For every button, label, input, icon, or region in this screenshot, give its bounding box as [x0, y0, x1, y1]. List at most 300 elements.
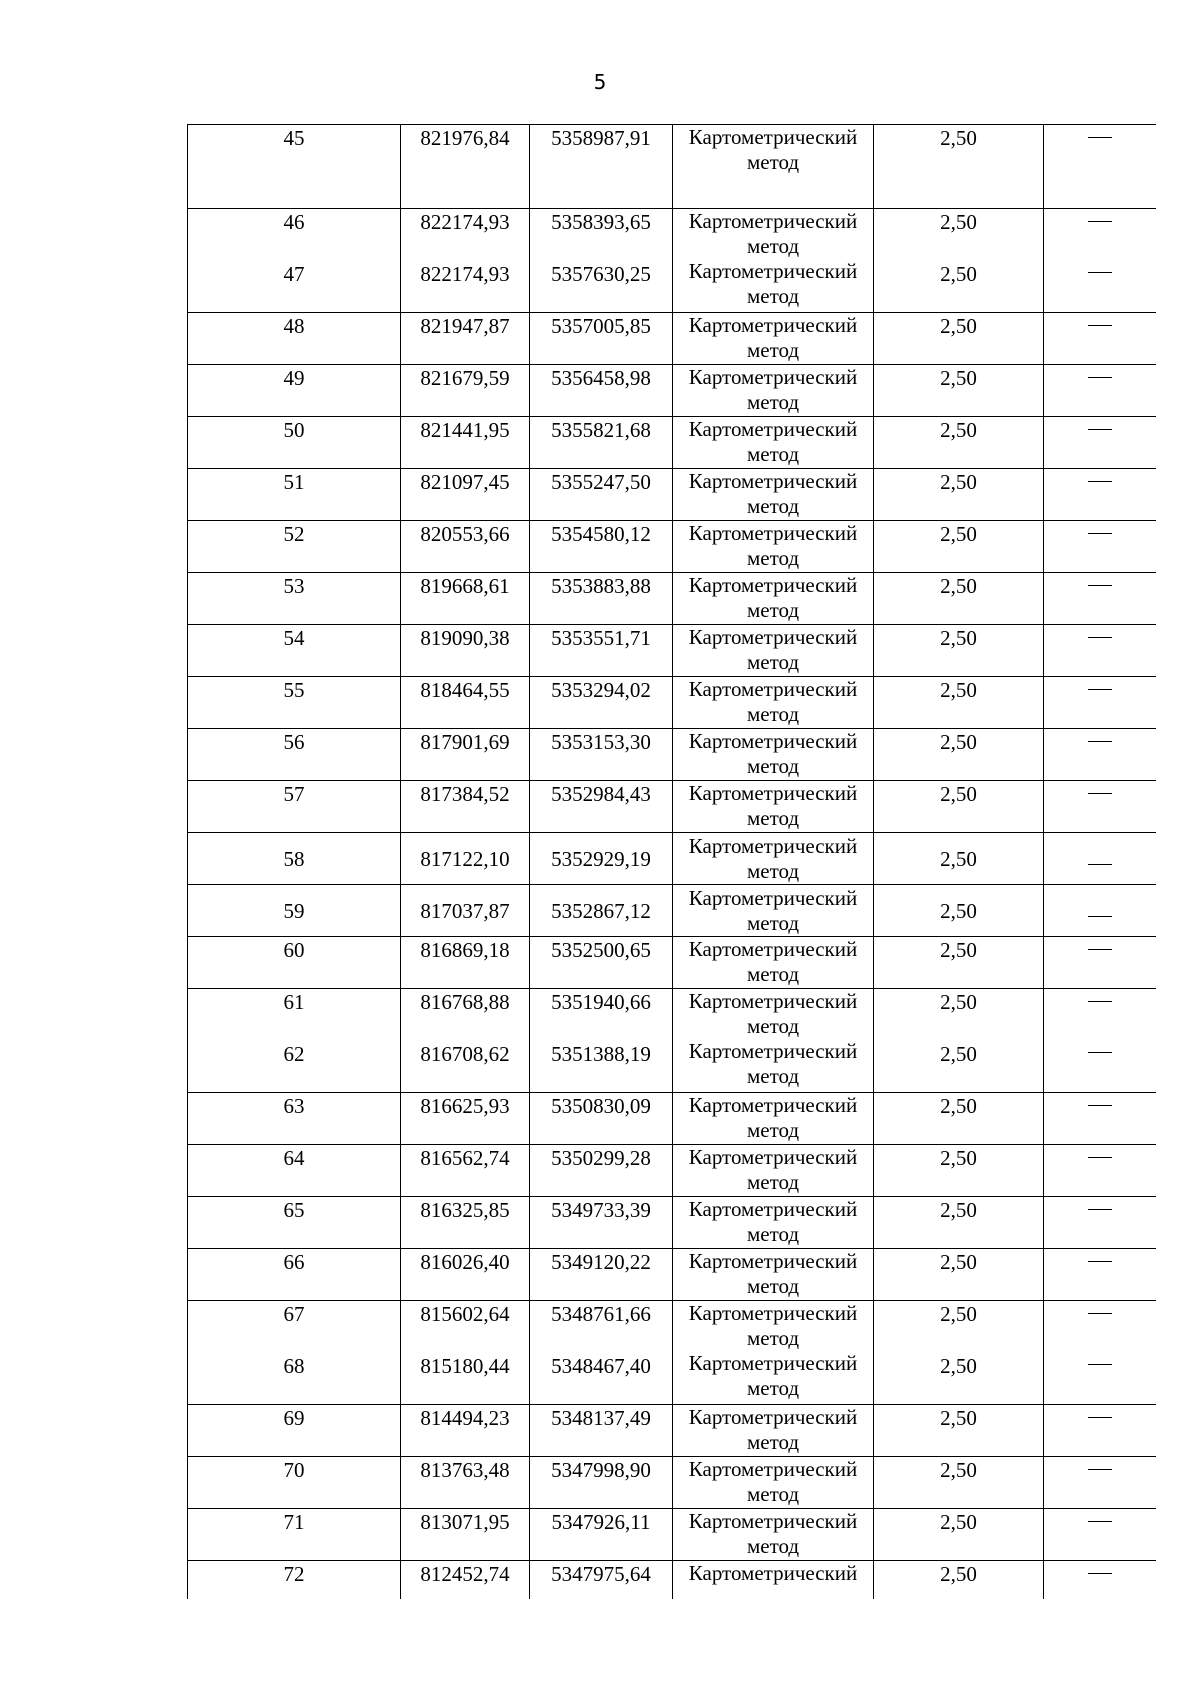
cell-point-number	[188, 677, 401, 729]
table-row	[188, 677, 1157, 729]
cell-coordinate-y	[530, 937, 673, 989]
method-line-2: метод	[746, 1064, 800, 1088]
method-line-2: метод	[746, 1430, 800, 1454]
cell-coordinate-x	[401, 521, 530, 573]
method-line-1: Картометрический	[688, 1405, 858, 1429]
table-row	[188, 833, 1157, 885]
dash-mark	[1088, 689, 1112, 690]
method-line-2: метод	[746, 494, 800, 518]
cell-dash	[1044, 469, 1157, 521]
cell-point-number	[188, 781, 401, 833]
accuracy-value: 2,50	[940, 262, 977, 286]
coordinates-table-container	[187, 124, 1156, 1599]
method-line-1: Картометрический	[688, 1249, 858, 1273]
point-number-value: 71	[283, 1510, 305, 1534]
coordinate-y-value: 5350830,09	[551, 1094, 651, 1118]
cell-coordinate-y	[530, 1249, 673, 1301]
cell-dash	[1044, 125, 1157, 209]
cell-point-number	[188, 573, 401, 625]
cell-dash	[1044, 1405, 1157, 1457]
cell-method	[673, 1249, 874, 1301]
dash-mark	[1088, 637, 1112, 638]
point-number-value: 47	[283, 262, 305, 286]
cell-accuracy	[874, 365, 1044, 417]
table-row	[188, 469, 1157, 521]
accuracy-value: 2,50	[940, 1562, 977, 1586]
accuracy-value: 2,50	[940, 314, 977, 338]
coordinate-y-value: 5352984,43	[551, 782, 651, 806]
cell-method	[673, 1405, 874, 1457]
cell-accuracy	[874, 833, 1044, 885]
dash-mark	[1088, 916, 1112, 917]
cell-coordinate-y	[530, 989, 673, 1093]
dash-mark	[1088, 377, 1112, 378]
point-number-value: 53	[283, 574, 305, 598]
table-row	[188, 521, 1157, 573]
cell-dash	[1044, 1197, 1157, 1249]
method-line-2: метод	[746, 546, 800, 570]
coordinate-x-value: 821097,45	[420, 470, 510, 494]
method-line-2: метод	[746, 284, 800, 308]
cell-method	[673, 885, 874, 937]
cell-dash	[1044, 1093, 1157, 1145]
cell-coordinate-x	[401, 125, 530, 209]
dash-mark	[1088, 741, 1112, 742]
cell-point-number	[188, 885, 401, 937]
cell-point-number	[188, 417, 401, 469]
cell-dash	[1044, 833, 1157, 885]
cell-method	[673, 833, 874, 885]
cell-accuracy	[874, 1301, 1044, 1405]
cell-point-number	[188, 469, 401, 521]
accuracy-value: 2,50	[940, 1250, 977, 1274]
cell-accuracy	[874, 677, 1044, 729]
method-line-1: Картометрический	[688, 1351, 858, 1375]
method-line-1: Картометрический	[688, 209, 858, 233]
cell-coordinate-x	[401, 1145, 530, 1197]
method-line-1: Картометрический	[688, 1145, 858, 1169]
method-line-1: Картометрический	[688, 1093, 858, 1117]
dash-mark	[1088, 1157, 1112, 1158]
cell-coordinate-y	[530, 729, 673, 781]
table-row	[188, 625, 1157, 677]
cell-accuracy	[874, 417, 1044, 469]
coordinate-x-value: 816768,88	[420, 990, 510, 1014]
method-line-1: Картометрический	[688, 937, 858, 961]
accuracy-value: 2,50	[940, 1198, 977, 1222]
method-line-2: метод	[746, 442, 800, 466]
accuracy-value: 2,50	[940, 1406, 977, 1430]
coordinate-x-value: 816869,18	[420, 938, 510, 962]
coordinate-y-value: 5347975,64	[551, 1562, 651, 1586]
cell-accuracy	[874, 1093, 1044, 1145]
coordinate-y-value: 5348467,40	[551, 1354, 651, 1378]
dash-mark	[1088, 1105, 1112, 1106]
cell-dash	[1044, 677, 1157, 729]
dash-mark	[1088, 221, 1112, 222]
cell-coordinate-x	[401, 885, 530, 937]
method-line-1: Картометрический	[688, 1457, 858, 1481]
accuracy-value: 2,50	[940, 470, 977, 494]
dash-mark	[1088, 1521, 1112, 1522]
accuracy-value: 2,50	[940, 990, 977, 1014]
coordinate-x-value: 822174,93	[420, 210, 510, 234]
table-row	[188, 1457, 1157, 1509]
cell-coordinate-x	[401, 1405, 530, 1457]
method-line-1: Картометрический	[688, 125, 858, 149]
cell-coordinate-y	[530, 365, 673, 417]
cell-accuracy	[874, 989, 1044, 1093]
cell-point-number	[188, 1093, 401, 1145]
cell-coordinate-x	[401, 1457, 530, 1509]
method-line-1: Картометрический	[688, 1039, 858, 1063]
coordinates-table	[187, 125, 1156, 1599]
cell-coordinate-y	[530, 209, 673, 313]
point-number-value: 52	[283, 522, 305, 546]
method-line-1: Картометрический	[688, 1197, 858, 1221]
accuracy-value: 2,50	[940, 1042, 977, 1066]
table-row	[188, 885, 1157, 937]
accuracy-value: 2,50	[940, 574, 977, 598]
coordinate-y-value: 5349733,39	[551, 1198, 651, 1222]
coordinate-y-value: 5348761,66	[551, 1302, 651, 1326]
coordinate-x-value: 814494,23	[420, 1406, 510, 1430]
cell-accuracy	[874, 125, 1044, 209]
method-line-1: Картометрический	[688, 833, 858, 858]
method-line-2: метод	[746, 806, 800, 830]
cell-coordinate-y	[530, 1457, 673, 1509]
method-line-2: метод	[746, 1376, 800, 1400]
coordinate-x-value: 821679,59	[420, 366, 510, 390]
accuracy-value: 2,50	[940, 782, 977, 806]
cell-point-number	[188, 365, 401, 417]
method-line-2: метод	[746, 1118, 800, 1142]
cell-coordinate-y	[530, 677, 673, 729]
cell-dash	[1044, 1509, 1157, 1561]
method-line-1: Картометрический	[688, 469, 858, 493]
cell-accuracy	[874, 209, 1044, 313]
cell-method	[673, 729, 874, 781]
cell-coordinate-y	[530, 833, 673, 885]
cell-method	[673, 1093, 874, 1145]
method-line-2: метод	[746, 1014, 800, 1038]
cell-coordinate-y	[530, 1093, 673, 1145]
point-number-value: 46	[283, 210, 305, 234]
cell-accuracy	[874, 521, 1044, 573]
cell-dash	[1044, 313, 1157, 365]
dash-mark	[1088, 325, 1112, 326]
cell-point-number	[188, 209, 401, 313]
cell-point-number	[188, 937, 401, 989]
coordinates-table-body	[188, 125, 1157, 1599]
cell-point-number	[188, 521, 401, 573]
point-number-value: 70	[283, 1458, 305, 1482]
cell-method	[673, 989, 874, 1093]
coordinate-x-value: 813071,95	[420, 1510, 510, 1534]
table-row	[188, 781, 1157, 833]
coordinate-y-value: 5353883,88	[551, 574, 651, 598]
cell-coordinate-x	[401, 781, 530, 833]
table-row	[188, 1249, 1157, 1301]
coordinate-y-value: 5355247,50	[551, 470, 651, 494]
cell-coordinate-y	[530, 1145, 673, 1197]
dash-mark	[1088, 1261, 1112, 1262]
cell-coordinate-y	[530, 573, 673, 625]
coordinate-y-value: 5348137,49	[551, 1406, 651, 1430]
dash-mark	[1088, 1052, 1112, 1053]
cell-coordinate-y	[530, 417, 673, 469]
dash-mark	[1088, 864, 1112, 865]
coordinate-x-value: 822174,93	[420, 262, 510, 286]
cell-dash	[1044, 781, 1157, 833]
coordinate-x-value: 813763,48	[420, 1458, 510, 1482]
cell-coordinate-x	[401, 729, 530, 781]
table-row	[188, 1145, 1157, 1197]
cell-dash	[1044, 885, 1157, 937]
table-row	[188, 1197, 1157, 1249]
coordinate-x-value: 816708,62	[420, 1042, 510, 1066]
cell-dash	[1044, 365, 1157, 417]
accuracy-value: 2,50	[940, 366, 977, 390]
cell-coordinate-y	[530, 521, 673, 573]
cell-coordinate-y	[530, 1405, 673, 1457]
cell-dash	[1044, 1249, 1157, 1301]
cell-dash	[1044, 573, 1157, 625]
cell-point-number	[188, 729, 401, 781]
coordinate-x-value: 821976,84	[420, 126, 510, 150]
cell-dash	[1044, 625, 1157, 677]
method-line-2: метод	[746, 754, 800, 778]
cell-point-number	[188, 1197, 401, 1249]
coordinate-y-value: 5352500,65	[551, 938, 651, 962]
point-number-value: 60	[283, 938, 305, 962]
method-line-2: метод	[746, 1274, 800, 1298]
coordinate-x-value: 816625,93	[420, 1094, 510, 1118]
coordinate-y-value: 5350299,28	[551, 1146, 651, 1170]
cell-dash	[1044, 989, 1157, 1093]
cell-method	[673, 469, 874, 521]
cell-accuracy	[874, 313, 1044, 365]
cell-dash	[1044, 209, 1157, 313]
cell-method	[673, 1509, 874, 1561]
point-number-value: 66	[283, 1250, 305, 1274]
cell-dash	[1044, 1145, 1157, 1197]
dash-mark	[1088, 1417, 1112, 1418]
table-row	[188, 1093, 1157, 1145]
coordinate-y-value: 5353294,02	[551, 678, 651, 702]
coordinate-x-value: 821947,87	[420, 314, 510, 338]
dash-mark	[1088, 585, 1112, 586]
dash-mark	[1088, 793, 1112, 794]
point-number-value: 58	[283, 846, 305, 871]
method-line-2: метод	[746, 650, 800, 674]
cell-method	[673, 521, 874, 573]
table-row	[188, 125, 1157, 209]
table-row	[188, 573, 1157, 625]
accuracy-value: 2,50	[940, 522, 977, 546]
point-number-value: 64	[283, 1146, 305, 1170]
cell-accuracy	[874, 573, 1044, 625]
cell-coordinate-y	[530, 1197, 673, 1249]
dash-mark	[1088, 137, 1112, 138]
method-line-1: Картометрический	[688, 417, 858, 441]
cell-method	[673, 1561, 874, 1600]
cell-coordinate-x	[401, 1197, 530, 1249]
method-line-2: метод	[746, 338, 800, 362]
cell-point-number	[188, 1301, 401, 1405]
cell-point-number	[188, 313, 401, 365]
cell-coordinate-y	[530, 313, 673, 365]
coordinate-x-value: 815180,44	[420, 1354, 510, 1378]
method-line-2: метод	[746, 1482, 800, 1506]
table-row	[188, 937, 1157, 989]
method-line-2: метод	[746, 910, 800, 935]
dash-mark	[1088, 481, 1112, 482]
point-number-value: 56	[283, 730, 305, 754]
coordinate-y-value: 5351388,19	[551, 1042, 651, 1066]
coordinate-x-value: 817901,69	[420, 730, 510, 754]
dash-mark	[1088, 1209, 1112, 1210]
accuracy-value: 2,50	[940, 898, 977, 923]
method-line-1: Картометрический	[688, 625, 858, 649]
cell-coordinate-x	[401, 313, 530, 365]
cell-dash	[1044, 1561, 1157, 1600]
method-line-1: Картометрический	[688, 729, 858, 753]
method-line-1: Картометрический	[688, 677, 858, 701]
cell-accuracy	[874, 469, 1044, 521]
point-number-value: 62	[283, 1042, 305, 1066]
accuracy-value: 2,50	[940, 1458, 977, 1482]
cell-coordinate-x	[401, 937, 530, 989]
method-line-2: метод	[746, 1222, 800, 1246]
cell-dash	[1044, 1301, 1157, 1405]
method-line-1: Картометрический	[688, 259, 858, 283]
table-row	[188, 1561, 1157, 1600]
cell-accuracy	[874, 781, 1044, 833]
cell-point-number	[188, 833, 401, 885]
point-number-value: 51	[283, 470, 305, 494]
coordinate-x-value: 817384,52	[420, 782, 510, 806]
cell-coordinate-y	[530, 1561, 673, 1600]
dash-mark	[1088, 1364, 1112, 1365]
coordinate-x-value: 816325,85	[420, 1198, 510, 1222]
cell-accuracy	[874, 1249, 1044, 1301]
method-line-2: метод	[746, 962, 800, 986]
method-line-1: Картометрический	[688, 365, 858, 389]
point-number-value: 49	[283, 366, 305, 390]
cell-accuracy	[874, 1457, 1044, 1509]
cell-coordinate-x	[401, 677, 530, 729]
method-line-2: метод	[746, 598, 800, 622]
method-line-1: Картометрический	[688, 313, 858, 337]
cell-point-number	[188, 1145, 401, 1197]
dash-mark	[1088, 272, 1112, 273]
cell-method	[673, 313, 874, 365]
cell-coordinate-y	[530, 469, 673, 521]
method-line-1: Картометрический	[688, 989, 858, 1013]
coordinate-x-value: 818464,55	[420, 678, 510, 702]
cell-dash	[1044, 729, 1157, 781]
cell-point-number	[188, 125, 401, 209]
cell-coordinate-x	[401, 209, 530, 313]
cell-accuracy	[874, 937, 1044, 989]
cell-coordinate-y	[530, 1301, 673, 1405]
cell-method	[673, 417, 874, 469]
coordinate-y-value: 5353153,30	[551, 730, 651, 754]
cell-method	[673, 677, 874, 729]
cell-coordinate-x	[401, 573, 530, 625]
cell-method	[673, 1197, 874, 1249]
cell-method	[673, 937, 874, 989]
table-row	[188, 989, 1157, 1093]
accuracy-value: 2,50	[940, 730, 977, 754]
point-number-value: 54	[283, 626, 305, 650]
cell-coordinate-x	[401, 1561, 530, 1600]
cell-dash	[1044, 937, 1157, 989]
cell-coordinate-y	[530, 885, 673, 937]
cell-coordinate-x	[401, 625, 530, 677]
coordinate-y-value: 5358987,91	[551, 126, 651, 150]
method-line-1: Картометрический	[688, 1561, 858, 1585]
cell-coordinate-x	[401, 469, 530, 521]
accuracy-value: 2,50	[940, 846, 977, 871]
coordinate-y-value: 5347998,90	[551, 1458, 651, 1482]
method-line-1: Картометрический	[688, 573, 858, 597]
coordinate-y-value: 5349120,22	[551, 1250, 651, 1274]
accuracy-value: 2,50	[940, 678, 977, 702]
method-line-2: метод	[746, 702, 800, 726]
method-line-1: Картометрический	[688, 1509, 858, 1533]
cell-accuracy	[874, 1145, 1044, 1197]
cell-accuracy	[874, 729, 1044, 781]
dash-mark	[1088, 533, 1112, 534]
cell-coordinate-y	[530, 625, 673, 677]
accuracy-value: 2,50	[940, 1146, 977, 1170]
dash-mark	[1088, 949, 1112, 950]
accuracy-value: 2,50	[940, 626, 977, 650]
method-line-1: Картометрический	[688, 521, 858, 545]
point-number-value: 72	[283, 1562, 305, 1586]
coordinate-x-value: 812452,74	[420, 1562, 510, 1586]
cell-dash	[1044, 417, 1157, 469]
coordinate-y-value: 5357630,25	[551, 262, 651, 286]
coordinate-x-value: 817037,87	[420, 898, 510, 923]
cell-accuracy	[874, 885, 1044, 937]
cell-point-number	[188, 1561, 401, 1600]
method-line-2: метод	[746, 150, 800, 174]
coordinate-y-value: 5355821,68	[551, 418, 651, 442]
coordinate-y-value: 5357005,85	[551, 314, 651, 338]
cell-accuracy	[874, 1405, 1044, 1457]
page-number: 5	[593, 70, 607, 94]
cell-dash	[1044, 521, 1157, 573]
cell-point-number	[188, 1457, 401, 1509]
cell-point-number	[188, 1509, 401, 1561]
table-row	[188, 313, 1157, 365]
cell-coordinate-x	[401, 365, 530, 417]
coordinate-x-value: 816562,74	[420, 1146, 510, 1170]
cell-method	[673, 625, 874, 677]
method-line-2: метод	[746, 234, 800, 258]
method-line-1: Картометрический	[688, 1301, 858, 1325]
cell-accuracy	[874, 1561, 1044, 1600]
cell-accuracy	[874, 1509, 1044, 1561]
point-number-value: 48	[283, 314, 305, 338]
cell-point-number	[188, 989, 401, 1093]
cell-method	[673, 1301, 874, 1405]
method-line-1: Картометрический	[688, 781, 858, 805]
method-line-2: метод	[746, 1170, 800, 1194]
